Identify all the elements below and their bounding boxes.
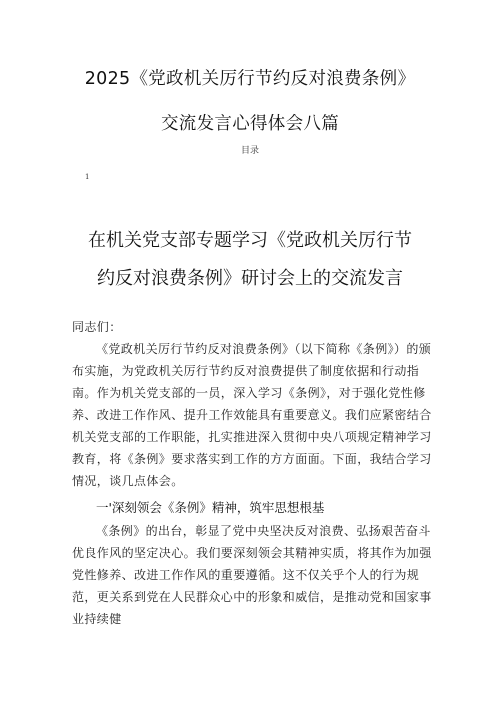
- section-title-line-1: 在机关党支部专题学习《党政机关厉行节: [88, 230, 412, 251]
- body-paragraph-1: 《党政机关厉行节约反对浪费条例》（以下简称《条例》）的颁布实施，为党政机关厉行节约反对浪费提供了制度依据和行动指南。作为机关党支部的一员，深入学习《条例》，对于强化党性修养、改进工作作风、提升工作效能具有重要意义。我们应紧密结合机关党支部的工作职能，扎实推进深入贯彻中央八项规定精神学习教育，将《条例》要求落实到工作的方方面面。下面，我结合学习情况，谈几点体会。: [72, 342, 432, 488]
- body-paragraph-2: 《条例》的出台，彰显了党中央坚决反对浪费、弘扬艰苦奋斗优良作风的坚定决心。我们要深刻领会其精神实质，将其作为加强党性修养、改进工作作风的重要遵循。这不仅关乎个人的行为规范，更关系到党在人民群众心中的形象和威信，是推动党和国家事业持续健: [72, 524, 432, 626]
- subheading-1: 一'深刻领会《条例》精神，筑牢思想根基: [96, 500, 325, 515]
- section-title-line-2: 约反对浪费条例》研讨会上的交流发言: [97, 268, 403, 289]
- table-of-contents-label: 目录: [240, 146, 259, 156]
- document-title-line-2: 交流发言心得体会八篇: [161, 114, 339, 134]
- toc-entry-number: 1: [85, 173, 90, 181]
- salutation: 同志们：: [72, 320, 122, 334]
- document-title-line-1: 2025《党政机关厉行节约反对浪费条例》: [84, 69, 416, 89]
